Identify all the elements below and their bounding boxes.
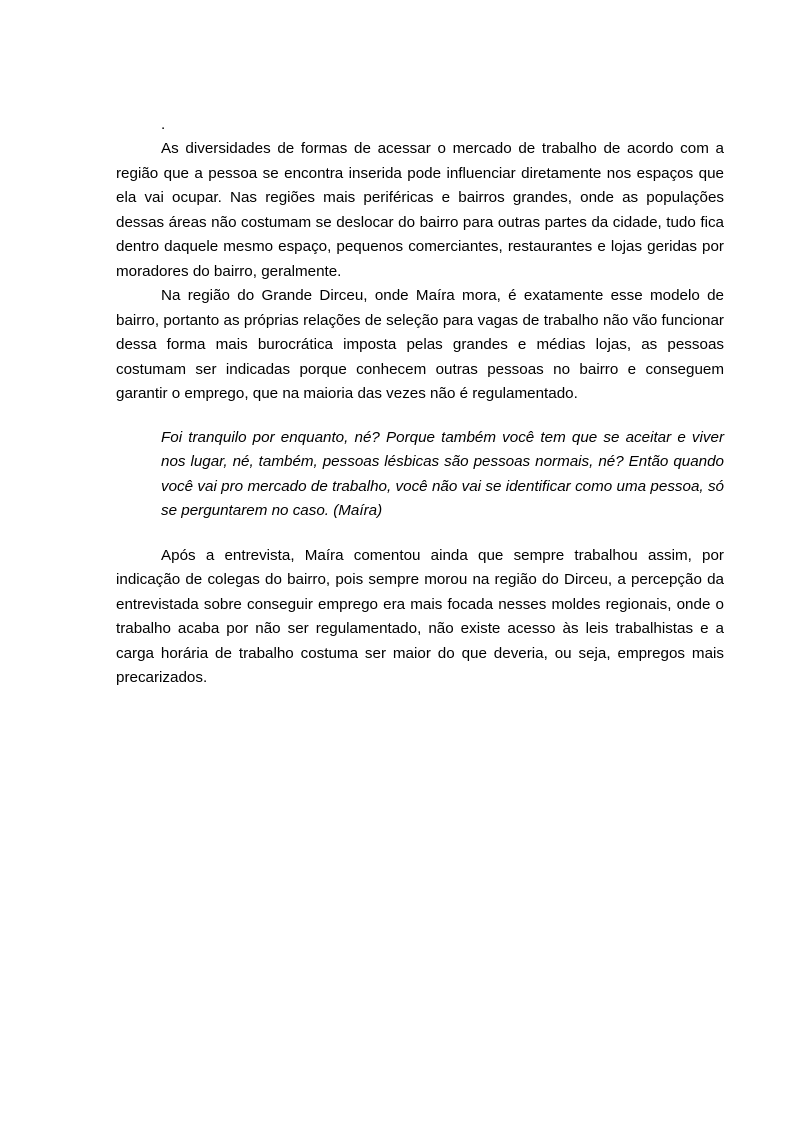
leading-mark: . [161, 116, 166, 133]
block-quote: Foi tranquilo por enquanto, né? Porque também você tem que se aceitar e viver nos lugar, né, também, pessoas lésbicas são pessoas normais, né? Então quando você vai pro mercado de trabalho, você não vai se identificar como uma pessoa, só se perguntarem no caso. (Maíra) [161, 428, 724, 519]
paragraph-3: Após a entrevista, Maíra comentou ainda que sempre trabalhou assim, por indicação de colegas do bairro, pois sempre morou na região do Dirceu, a percepção da entrevistada sobre conseguir emprego era mais focada nesses moldes regionais, onde o trabalho acaba por não ser regulamentado, não existe acesso às leis trabalhistas e a carga horária de trabalho costuma ser maior do que deveria, ou seja, empregos mais precarizados. [116, 546, 724, 686]
body-text [116, 113, 724, 691]
paragraph-2: Na região do Grande Dirceu, onde Maíra mora, é exatamente esse modelo de bairro, portanto as próprias relações de seleção para vagas de trabalho não vão funcionar dessa forma mais burocrática imposta pelas grandes e médias lojas, as pessoas costumam ser indicadas porque conhecem outras pessoas no bairro e conseguem garantir o emprego, que na maioria das vezes não é regulamentado. [116, 287, 724, 402]
paragraph-1: As diversidades de formas de acessar o mercado de trabalho de acordo com a região que a pessoa se encontra inserida pode influenciar diretamente nos espaços que ela vai ocupar. Nas regiões mais periféricas e bairros grandes, onde as populações dessas áreas não costumam se deslocar do bairro para outras partes da cidade, tudo fica dentro daquele mesmo espaço, pequenos comerciantes, restaurantes e lojas geridas por moradores do bairro, geralmente. [116, 140, 724, 280]
